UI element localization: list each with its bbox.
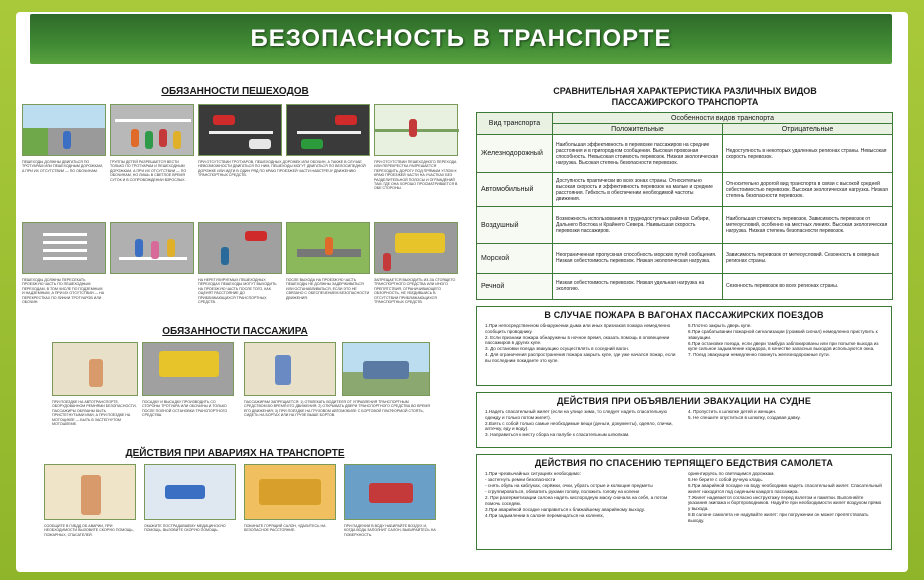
illustration-bike-lane: [286, 104, 370, 156]
fire-left-column: [485, 323, 680, 364]
plane-step: 7.Жилет надевается согласно инструктажу перед взлетом и памятки. Выполняйте указания экипажа и бортпроводников. Надуйте при необходимости жилет воздухом прямо у выхода.: [688, 494, 882, 512]
row-negative: Относительно дорогой вид транспорта в связи с высокой средней себестоимостью перевозок. Высокая экологическая нагрузка. Низкая степень безопасности перевозок.: [723, 173, 893, 207]
plane-step: 3.При аварийной посадке направиться к ближайшему аварийному выходу.: [485, 507, 645, 513]
header-features: Особенности видов транспорта: [553, 113, 893, 124]
row-positive: Доступность практически во всех зонах страны. Относительно высокая скорость и эффективность перевозок на малые и средние расстояния. Гибкость в обеспечении необходимой частоты движения.: [553, 173, 723, 207]
plane-title: ДЕЙСТВИЯ ПО СПАСЕНИЮ ТЕРПЯЩЕГО БЕДСТВИЯ САМОЛЕТА: [534, 458, 834, 468]
plane-step: ориентируясь по светящимся дорожкам.: [688, 471, 775, 476]
illustration-pedestrian-crossing: [22, 222, 106, 274]
plane-box: [476, 454, 892, 550]
evacuation-step: 1.Надеть спасательный жилет (если на улице зима, то следует надеть спасательную одежду и только потом жилет).: [485, 409, 667, 420]
row-name: Воздушный: [477, 207, 553, 243]
row-negative: Сезонность перевозок во всех регионах страны.: [723, 273, 893, 299]
plane-step: 1.При чрезвычайных ситуациях необходимо:: [485, 471, 581, 476]
caption-passenger-3: ПАССАЖИРАМ ЗАПРЕЩАЕТСЯ: 1) ОТВЛЕКАТЬ ВОДИТЕЛЯ ОТ УПРАВЛЕНИЯ ТРАНСПОРТНЫМ СРЕДСТВОМ ВО ВРЕМЯ ЕГО ДВИЖЕНИЯ; 2) ОТКРЫВАТЬ ДВЕРИ ТРАНСПОРТНОГО СРЕДСТВА ВО ВРЕМЯ ЕГО ДВИЖЕНИЯ; 3) ПРИ ПОЕЗДКЕ НА ГРУЗОВОМ АВТОМОБИЛЕ С БОРТОВОЙ ПЛАТФОРМОЙ СТОЯТЬ, СИДЕТЬ НА БОРТАХ ИЛИ НА ГРУЗЕ ВЫШЕ БОРТОВ.: [244, 400, 430, 418]
plane-right-column: [688, 471, 883, 524]
row-positive: Возможность использования в труднодоступных районах Сибири, Дальнего Востока и Крайнего Севера. Наивысшая скорость перевозки пассажиров.: [553, 207, 723, 243]
evacuation-right-column: [688, 409, 883, 438]
fire-step: 7. Поезд эвакуации немедленно покинуть железнодорожные пути.: [688, 352, 830, 358]
evacuation-left-column: [485, 409, 680, 438]
caption-accident-2: ОКАЖИТЕ ПОСТРАДАВШЕМУ МЕДИЦИНСКУЮ ПОМОЩЬ, ВЫЗОВИТЕ СКОРУЮ ПОМОЩЬ.: [144, 524, 226, 533]
illustration-first-aid: [144, 464, 236, 520]
row-name: Морской: [477, 243, 553, 273]
fire-step: 2. Если признаки пожара обнаружены в ночное время, оказать помощь в оповещении пассажиров в других купе.: [485, 334, 670, 346]
caption-accident-4: ПРИ ПАДЕНИИ В ВОДУ НАБИРАЙТЕ ВОЗДУХ И, КОГДА ВОДА ЗАПОЛНИТ САЛОН, ВЫБИРАЙТЕСЬ НА ПОВЕРХНОСТЬ.: [344, 524, 436, 537]
illustration-seatbelt: [52, 342, 138, 396]
row-positive: Неограниченная пропускная способность морских путей сообщения. Низкая себестоимость перевозок. Низкая экологическая нагрузка.: [553, 243, 723, 273]
illustration-unregulated-crossing: [198, 222, 282, 274]
illustration-sidewalk: [22, 104, 106, 156]
caption-pedestrian-7: НА НЕРЕГУЛИРУЕМЫХ ПЕШЕХОДНЫХ ПЕРЕХОДАХ ПЕШЕХОДЫ МОГУТ ВЫХОДИТЬ НА ПРОЕЗЖУЮ ЧАСТЬ ПОСЛЕ ТОГО, КАК ОЦЕНЯТ РАССТОЯНИЕ ДО ПРИБЛИЖАЮЩИХСЯ ТРАНСПОРТНЫХ СРЕДСТВ.: [198, 278, 277, 305]
section-title-passengers: ОБЯЗАННОСТИ ПАССАЖИРА: [162, 326, 308, 337]
fire-right-column: [688, 323, 883, 364]
fire-box: [476, 306, 892, 386]
illustration-standing-bus: [374, 222, 458, 274]
section-title-comparison: СРАВНИТЕЛЬНАЯ ХАРАКТЕРИСТИКА РАЗЛИЧНЫХ ВИДОВ ПАССАЖИРСКОГО ТРАНСПОРТА: [553, 86, 817, 107]
caption-pedestrian-3: ПРИ ОТСУТСТВИИ ТРОТУАРОВ, ПЕШЕХОДНЫХ ДОРОЖЕК ИЛИ ОБОЧИН, А ТАКЖЕ В СЛУЧАЕ НЕВОЗМОЖНОСТИ ДВИГАТЬСЯ ПО НИМ, ПЕШЕХОДЫ МОГУТ ДВИГАТЬСЯ ПО ВЕЛОСИПЕДНОЙ ДОРОЖКЕ ИЛИ ИДТИ В ОДИН РЯД ПО КРАЮ ПРОЕЗЖЕЙ ЧАСТИ НАВСТРЕЧУ ДВИЖЕНИЮ ТРАНСПОРТНЫХ СРЕДСТВ.: [198, 160, 366, 178]
illustration-children-group: [110, 104, 194, 156]
row-positive: Наибольшая эффективность в перевозке пассажиров на средние расстояния и в пригородном сообщении. Высокая провозная способность. Невысокая стоимость перевозок. Низкая экологическая нагрузка. Высокая степень безопасности перевозок.: [553, 135, 723, 173]
header-positive: Положительные: [553, 124, 723, 135]
plane-step: - застегнуть ремни безопасности: [485, 477, 556, 483]
caption-pedestrian-2: ГРУППЫ ДЕТЕЙ РАЗРЕШАЕТСЯ ВЕСТИ ТОЛЬКО ПО ТРОТУАРАМ И ПЕШЕХОДНЫМ ДОРОЖКАМ, А ПРИ ИХ ОТСУТСТВИИ — ПО ОБОЧИНАМ, НО ЛИШЬ В СВЕТЛОЕ ВРЕМЯ СУТОК И В СОПРОВОЖДЕНИИ ВЗРОСЛЫХ.: [110, 160, 187, 182]
illustration-burning-bus: [244, 464, 336, 520]
plane-step: - снять обувь на каблуках, серёжки, очки, убрать острые и колющие предметы: [485, 483, 653, 489]
evacuation-step: 2.Взять с собой только самые необходимые вещи (деньги, документы), одеяло, спички, аптечку, еду и воду).: [485, 420, 673, 432]
illustration-crossing-angle: [374, 104, 458, 156]
illustration-boarding-bus: [142, 342, 234, 396]
evacuation-step: 4. Пропустить к шлюпке детей и женщин.: [688, 409, 777, 414]
plane-left-column: [485, 471, 680, 524]
row-negative: Наибольшая стоимость перевозок. Зависимость перевозок от метеоусловий, особенно на местных линиях. Высокая экологическая нагрузка. Низкая степень безопасности перевозок.: [723, 207, 893, 243]
comparison-table: [476, 112, 893, 300]
fire-step: 1.При непосредственном обнаружении дыма или иных признаков пожара немедленно сообщить проводнику.: [485, 323, 671, 334]
illustration-crossing-middle: [286, 222, 370, 274]
plane-step: 8.В салоне самолета не надувайте жилет: при погружении он может препятствовать выходу.: [688, 512, 869, 523]
caption-pedestrian-9: ПОСЛЕ ВЫХОДА НА ПРОЕЗЖУЮ ЧАСТЬ ПЕШЕХОДЫ НЕ ДОЛЖНЫ ЗАДЕРЖИВАТЬСЯ ИЛИ ОСТАНАВЛИВАТЬСЯ, ЕСЛИ ЭТО НЕ СВЯЗАНО С ОБЕСПЕЧЕНИЕМ БЕЗОПАСНОСТИ ДВИЖЕНИЯ.: [286, 278, 370, 300]
caption-pedestrian-10: ЗАПРЕЩАЕТСЯ ВЫХОДИТЬ ИЗ-ЗА СТОЯЩЕГО ТРАНСПОРТНОГО СРЕДСТВА ИЛИ ИНОГО ПРЕПЯТСТВИЯ, ОГРАНИЧИВАЮЩЕГО ОБЗОРНОСТЬ, НЕ УБЕДИВШИСЬ В ОТСУТСТВИИ ПРИБЛИЖАЮЩИХСЯ ТРАНСПОРТНЫХ СРЕДСТВ.: [374, 278, 456, 305]
section-title-accidents: ДЕЙСТВИЯ ПРИ АВАРИЯХ НА ТРАНСПОРТЕ: [125, 448, 345, 459]
illustration-road-edge: [198, 104, 282, 156]
fire-step: 6.При срабатывании пожарной сигнализации (громкий сигнал) немедленно приступить к эвакуации.: [688, 329, 878, 340]
fire-title: В СЛУЧАЕ ПОЖАРА В ВАГОНАХ ПАССАЖИРСКИХ ПОЕЗДОВ: [544, 310, 824, 320]
caption-passenger-2: ПОСАДКУ И ВЫСАДКУ ПРОИЗВОДИТЬ СО СТОРОНЫ ТРОТУАРА ИЛИ ОБОЧИНЫ И ТОЛЬКО ПОСЛЕ ПОЛНОЙ ОСТАНОВКИ ТРАНСПОРТНОГО СРЕДСТВА.: [142, 400, 228, 418]
section-title-pedestrians: ОБЯЗАННОСТИ ПЕШЕХОДОВ: [161, 86, 309, 97]
illustration-family-crossing: [110, 222, 194, 274]
caption-pedestrian-1: ПЕШЕХОДЫ ДОЛЖНЫ ДВИГАТЬСЯ ПО ТРОТУАРАМ ИЛИ ПЕШЕХОДНЫМ ДОРОЖКАМ, А ПРИ ИХ ОТСУТСТВИИ — ПО ОБОЧИНАМ.: [22, 160, 103, 173]
row-positive: Низкая себестоимость перевозок. Низкая удельная нагрузка на экологию.: [553, 273, 723, 299]
evacuation-title: ДЕЙСТВИЯ ПРИ ОБЪЯВЛЕНИИ ЭВАКУАЦИИ НА СУДНЕ: [556, 396, 812, 406]
fire-step: 5.Плотно закрыть дверь купе.: [688, 323, 752, 328]
fire-step: 3. До остановки поезда эвакуацию осуществлять в соседний вагон.: [485, 346, 630, 352]
plane-step: 5.Не берите с собой ручную кладь.: [688, 477, 764, 483]
evacuation-step: 3. Направиться к месту сбора на палубе к спасательным шлюпкам.: [485, 432, 630, 438]
row-negative: Недоступность в некоторых удаленных регионах страны. Невысокая скорость перевозок.: [723, 135, 893, 173]
plane-step: 6.При аварийной посадке на воду необходимо надеть спасательный жилет. Спасательный жилет находится под сиденьем каждого пассажира.: [688, 483, 882, 494]
plane-step: - сгруппироваться, обхватить руками голову, положить голову на колени: [485, 489, 640, 495]
row-name: Железнодорожный: [477, 135, 553, 173]
illustration-phone-call: [44, 464, 136, 520]
illustration-car-in-water: [344, 464, 436, 520]
caption-pedestrian-6: ПЕШЕХОДЫ ДОЛЖНЫ ПЕРЕСЕКАТЬ ПРОЕЗЖУЮ ЧАСТЬ ПО ПЕШЕХОДНЫМ ПЕРЕХОДАМ, В ТОМ ЧИСЛЕ ПО ПОДЗЕМНЫМ И НАДЗЕМНЫМ, А ПРИ ИХ ОТСУТСТВИИ — НА ПЕРЕКРЕСТКАХ ПО ЛИНИИ ТРОТУАРОВ ИЛИ ОБОЧИН.: [22, 278, 105, 305]
row-name: Автомобильный: [477, 173, 553, 207]
fire-step: 4. Для ограничения распространения пожара закрыть купе, где уже начался пожар, если вы последним покидаете это купе.: [485, 352, 676, 364]
title-banner: [30, 14, 892, 64]
header-type: Вид транспорта: [477, 113, 553, 135]
fire-step: 6.При остановке поезда, если двери тамбура заблокированы или при попытке выхода из купе сильное задымление коридора, в качестве запасных выходов используются окна.: [688, 340, 879, 352]
row-name: Речной: [477, 273, 553, 299]
plane-step: 2. При разгерметизации салона надеть кислородную маску сначала на себя, а потом помочь соседям.: [485, 495, 668, 506]
header-negative: Отрицательные: [723, 124, 893, 135]
evacuation-step: 5. Не спешите опуститься в шлюпку, создавая давку.: [688, 415, 801, 421]
evacuation-box: [476, 392, 892, 448]
caption-passenger-1: ПРИ ПОЕЗДКЕ НА АВТОТРАНСПОРТЕ, ОБОРУДОВАННОМ РЕМНЯМИ БЕЗОПАСНОСТИ, ПАССАЖИРЫ ОБЯЗАНЫ БЫТЬ ПРИСТЕГНУТЫМИ ИМИ, А ПРИ ПОЕЗДКЕ НА МОТОЦИКЛЕ — БЫТЬ В ЗАСТЕГНУТОМ МОТОШЛЕМЕ.: [52, 400, 137, 427]
illustration-driver-distraction: [244, 342, 336, 396]
caption-accident-3: ПОКИНЬТЕ ГОРЯЩИЙ САЛОН, УДАЛИТЕСЬ НА БЕЗОПАСНОЕ РАССТОЯНИЕ.: [244, 524, 326, 533]
illustration-truck-platform: [342, 342, 430, 396]
poster-title: БЕЗОПАСНОСТЬ В ТРАНСПОРТЕ: [250, 25, 672, 52]
caption-accident-1: СООБЩИТЕ В ГИБДД ОБ АВАРИИ, ПРИ НЕОБХОДИМОСТИ ВЫЗОВИТЕ СКОРУЮ ПОМОЩЬ, ПОЖАРНЫХ, СПАСАТЕЛЕЙ.: [44, 524, 134, 537]
caption-pedestrian-5: ПРИ ОТСУТСТВИИ ПЕШЕХОДНОГО ПЕРЕХОДА ИЛИ ПЕРЕКРЕСТКА РАЗРЕШАЕТСЯ ПЕРЕХОДИТЬ ДОРОГУ ПОД ПРЯМЫМ УГЛОМ К КРАЮ ПРОЕЗЖЕЙ ЧАСТИ НА УЧАСТКАХ БЕЗ РАЗДЕЛИТЕЛЬНОЙ ПОЛОСЫ И ОГРАЖДЕНИЙ ТАМ, ГДЕ ОНА ХОРОШО ПРОСМАТРИВАЕТСЯ В ОБЕ СТОРОНЫ.: [374, 160, 458, 191]
plane-step: 4.При задымлении в салоне перемещаться на коленях,: [485, 513, 605, 519]
row-negative: Зависимость перевозок от метеоусловий. Сезонность в северных регионах страны.: [723, 243, 893, 273]
